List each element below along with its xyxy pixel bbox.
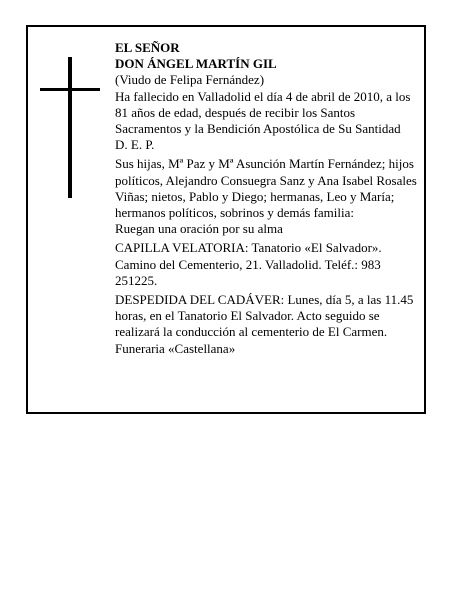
cross-horizontal-bar [40, 88, 100, 91]
family-paragraph: Sus hijas, Mª Paz y Mª Asunción Martín Fernández; hijos políticos, Alejandro Consuegra Sanz y Ana Isabel Rosales Viñas; nietos, Pablo y Diego; hermanas, Leo y María; hermanos políticos, sobrinos y demás familia: [115, 156, 417, 221]
death-paragraph: Ha fallecido en Valladolid el día 4 de abril de 2010, a los 81 años de edad, después de recibir los Santos Sacramentos y la Bendición Apostólica de Su Santidad [115, 88, 411, 137]
prayer-request: Ruegan una oración por su alma [115, 221, 283, 237]
farewell-paragraph: DESPEDIDA DEL CADÁVER: Lunes, día 5, a las 11.45 horas, en el Tanatorio El Salvador. Acto seguido se realizará la conducción al cementerio de El Carmen. [115, 292, 414, 340]
title-line-2: DON ÁNGEL MARTÍN GIL [115, 56, 277, 72]
title-line-1: EL SEÑOR [115, 40, 180, 55]
cross-vertical-bar [68, 57, 72, 198]
widower-line: (Viudo de Felipa Fernández) [115, 72, 265, 88]
obituary-notice [26, 25, 426, 414]
obituary-text [115, 40, 421, 360]
chapel-paragraph: CAPILLA VELATORIA: Tanatorio «El Salvador». Camino del Cementerio, 21. Valladolid. Teléf.: 983 251225. [115, 240, 382, 288]
funeral-home: Funeraria «Castellana» [115, 340, 236, 356]
rip-line: D. E. P. [115, 137, 155, 153]
